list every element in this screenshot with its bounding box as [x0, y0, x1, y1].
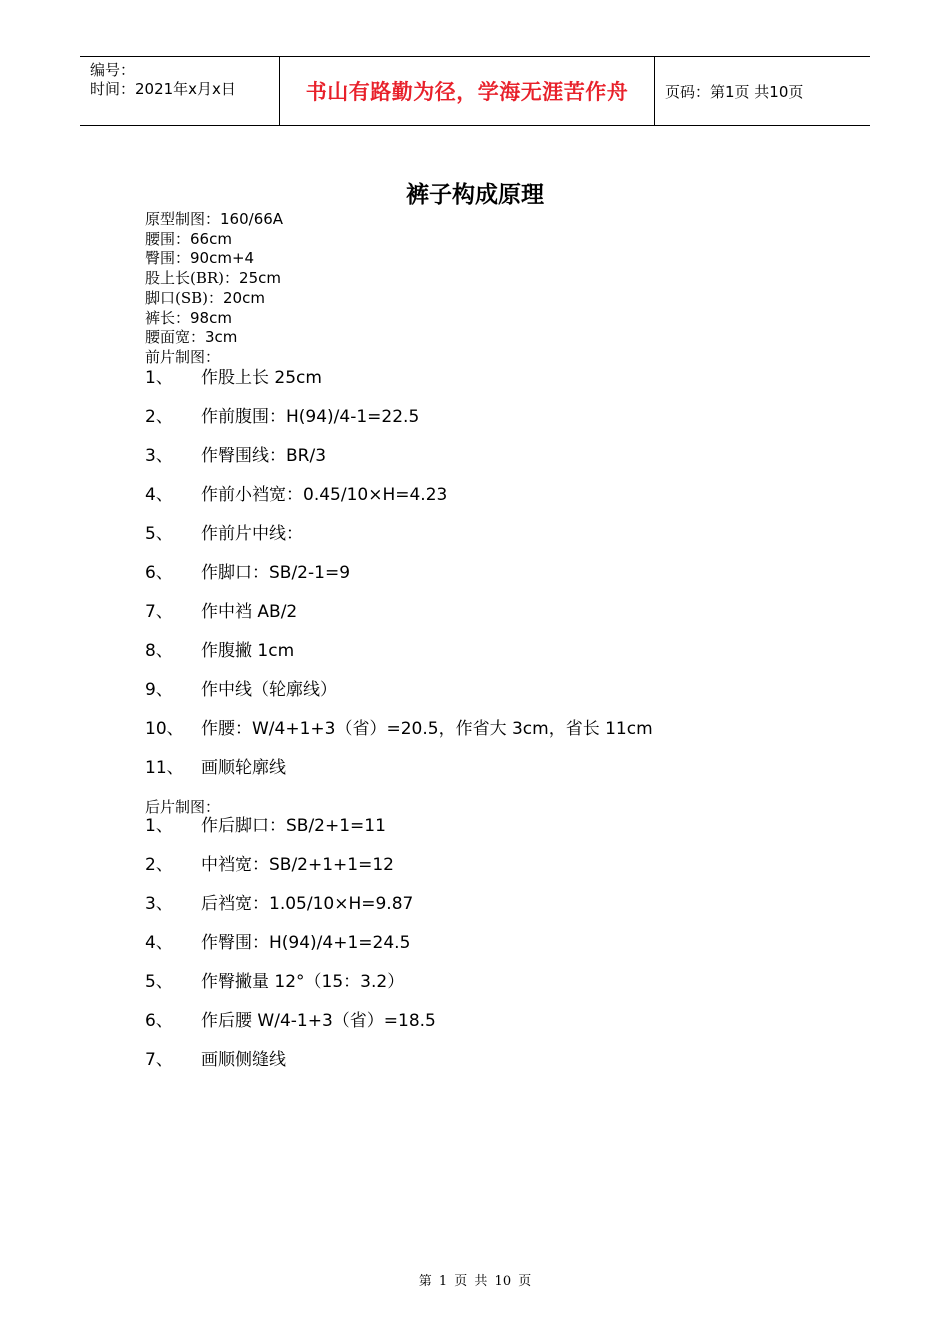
list-item: 1、 作股上长 25cm [145, 368, 322, 388]
list-item: 3、 后裆宽：1.05/10×H=9.87 [145, 894, 414, 914]
number-label: 编号： [90, 61, 136, 79]
list-item: 11、 画顺轮廓线 [145, 758, 286, 778]
list-item: 5、 作臀撇量 12°（15：3.2） [145, 972, 405, 992]
back-section-label: 后片制图： [145, 798, 221, 816]
front-steps [145, 368, 653, 797]
list-item: 8、 作腹撇 1cm [145, 641, 295, 661]
list-item: 10、 作腰：W/4+1+3（省）=20.5，作省大 3cm，省长 11cm [145, 719, 653, 739]
list-item: 7、 作中裆 AB/2 [145, 602, 298, 622]
header-motto: 书山有路勤为径，学海无涯苦作舟 [280, 57, 655, 125]
spec-list [145, 210, 283, 368]
list-item: 6、 作后腰 W/4-1+3（省）=18.5 [145, 1011, 436, 1031]
spec-item: 脚口(SB)：20cm [145, 288, 265, 307]
spec-item: 原型制图：160/66A [145, 210, 284, 228]
list-item: 1、 作后脚口：SB/2+1=11 [145, 816, 386, 836]
list-item: 7、 画顺侧缝线 [145, 1050, 286, 1070]
spec-item: 股上长(BR)：25cm [145, 269, 281, 288]
spec-item: 腰面宽：3cm [145, 328, 238, 347]
list-item: 4、 作前小裆宽：0.45/10×H=4.23 [145, 485, 448, 505]
document-title: 裤子构成原理 [406, 181, 544, 208]
list-item: 4、 作臀围：H(94)/4+1=24.5 [145, 933, 411, 953]
spec-item: 臀围：90cm+4 [145, 249, 255, 268]
spec-item: 腰围：66cm [145, 229, 232, 248]
spec-item: 裤长：98cm [145, 308, 232, 327]
page-footer: 第 1 页 共 10 页 [418, 1274, 532, 1289]
list-item: 2、 作前腹围：H(94)/4-1=22.5 [145, 407, 420, 427]
back-steps [145, 816, 436, 1089]
list-item: 9、 作中线（轮廓线） [145, 680, 337, 700]
list-item: 2、 中裆宽：SB/2+1+1=12 [145, 855, 394, 875]
list-item: 6、 作脚口：SB/2-1=9 [145, 563, 351, 583]
page-header [80, 56, 870, 126]
time-label: 时间：2021年x月x日 [90, 80, 236, 98]
list-item: 5、 作前片中线： [145, 524, 303, 544]
header-meta [80, 57, 280, 125]
front-section-label: 前片制图： [145, 347, 221, 366]
header-page-info: 页码：第1页 共10页 [665, 82, 804, 101]
list-item: 3、 作臀围线：BR/3 [145, 446, 327, 466]
